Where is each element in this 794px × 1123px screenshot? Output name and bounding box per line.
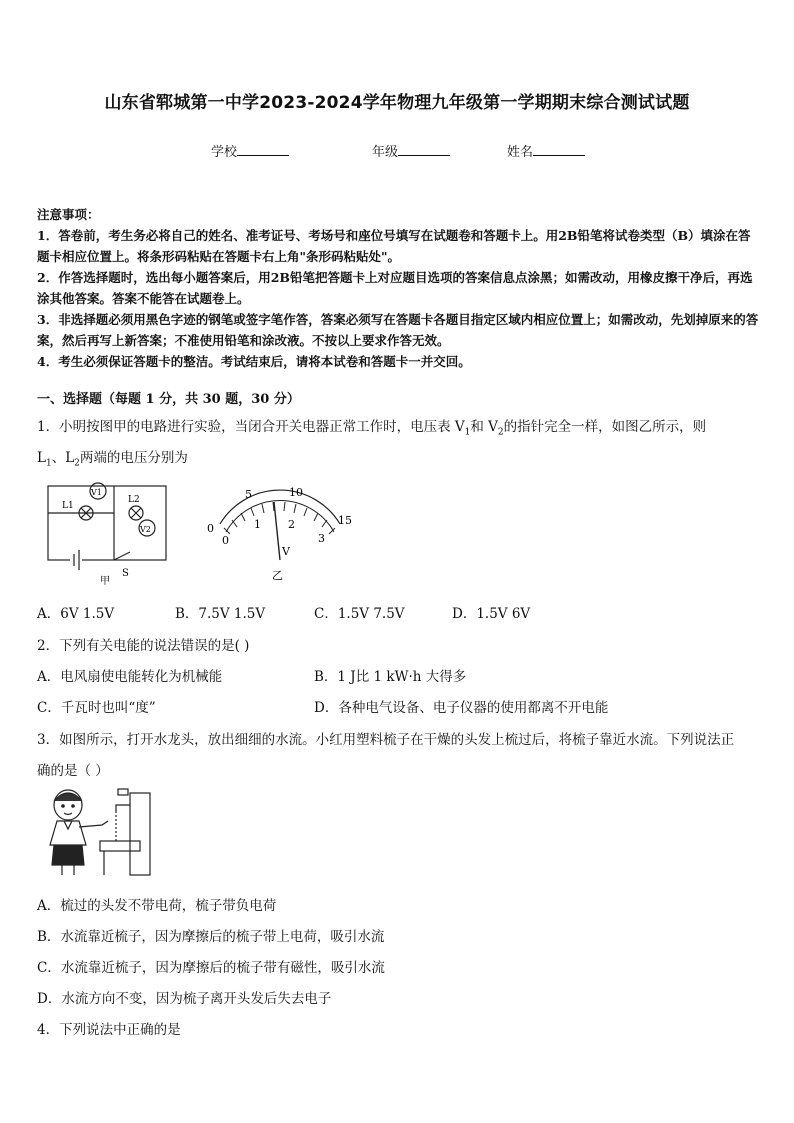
- q1-l2: 、L: [51, 450, 75, 466]
- dial-yi-label: 乙: [272, 569, 283, 582]
- school-field[interactable]: [211, 141, 289, 160]
- circuit-v2-label: V2: [140, 525, 151, 534]
- q3-stem-line1: 3．如图所示，打开水龙头，放出细细的水流。小红用塑料梳子在干燥的头发上梳过后，将梳子靠近水流。下列说法正: [37, 732, 735, 748]
- grade-label: 年级: [372, 145, 399, 160]
- q1-stem-part-c: 的指针完全一样，如图乙所示，则: [503, 419, 707, 435]
- q1-sub-2: 2: [497, 427, 504, 438]
- q1-option-b[interactable]: B．7.5V 1.5V: [175, 606, 266, 622]
- voltmeter-dial: [202, 480, 362, 584]
- page-title: 山东省郓城第一中学2023-2024学年物理九年级第一学期期末综合测试试题: [104, 93, 690, 113]
- q1-l1-sub: 1: [45, 458, 52, 469]
- dial-top-0: 0: [207, 522, 214, 535]
- notes-heading: 注意事项：: [37, 207, 100, 222]
- name-field[interactable]: [507, 141, 585, 160]
- q3-option-c[interactable]: C．水流靠近梳子，因为摩擦后的梳子带有磁性，吸引水流: [37, 960, 385, 976]
- school-label: 学校: [211, 145, 238, 160]
- girl-faucet-illustration: [42, 785, 162, 877]
- dial-bottom-1: 1: [254, 518, 261, 531]
- q1-l: L: [37, 450, 46, 466]
- dial-bottom-2: 2: [288, 518, 295, 531]
- dial-top-5: 5: [245, 488, 252, 501]
- school-blank[interactable]: [237, 143, 289, 156]
- circuit-l1-label: L1: [62, 501, 74, 511]
- dial-top-10: 10: [289, 486, 303, 499]
- q3-option-a[interactable]: A．梳过的头发不带电荷，梳子带负电荷: [37, 898, 277, 914]
- circuit-jia-label: 甲: [100, 576, 110, 586]
- circuit-s-label: S: [122, 568, 129, 579]
- q1-option-a[interactable]: A．6V 1.5V: [37, 606, 115, 622]
- q1-sub-1: 1: [464, 427, 471, 438]
- q2-option-d[interactable]: D．各种电气设备、电子仪器的使用都离不开电能: [314, 700, 609, 716]
- q1-option-d[interactable]: D．1.5V 6V: [452, 606, 531, 622]
- name-label: 姓名: [507, 145, 534, 160]
- q2-option-a[interactable]: A．电风扇使电能转化为机械能: [37, 669, 223, 685]
- grade-field[interactable]: [372, 141, 450, 160]
- note-item-2: 2．作答选择题时，选出每小题答案后，用2B铅笔把答题卡上对应题目选项的答案信息点涂黑；如需改动，用橡皮擦干净后，再选涂其他答案。答案不能答在试题卷上。: [37, 270, 753, 306]
- circuit-diagram: [44, 478, 174, 586]
- q3-option-b[interactable]: B．水流靠近梳子，因为摩擦后的梳子带上电荷，吸引水流: [37, 929, 385, 945]
- q2-option-b[interactable]: B．1 J比 1 kW·h 大得多: [314, 669, 467, 685]
- q4-stem: 4．下列说法中正确的是: [37, 1022, 181, 1038]
- circuit-l2-label: L2: [128, 495, 140, 505]
- name-blank[interactable]: [533, 143, 585, 156]
- q1-stem-line2: [37, 446, 188, 469]
- q1-line2-text: 两端的电压分别为: [79, 450, 188, 466]
- note-item-3: 3．非选择题必须用黑色字迹的钢笔或签字笔作答，答案必须写在答题卡各题目指定区域内相应位置上；如需改动，先划掉原来的答案，然后再写上新答案；不准使用铅笔和涂改液。不按以上要求作答无效。: [37, 312, 759, 348]
- circuit-v1-label: V1: [91, 488, 102, 497]
- section-heading: 一、选择题（每题 1 分，共 30 题，30 分）: [37, 392, 300, 407]
- q2-option-c[interactable]: C．千瓦时也叫“度”: [37, 700, 156, 716]
- note-item-4: 4．考生必须保证答题卡的整洁。考试结束后，请将本试卷和答题卡一并交回。: [37, 354, 471, 369]
- q1-stem: [37, 415, 706, 438]
- q1-l2-sub: 2: [74, 458, 80, 469]
- dial-top-15: 15: [338, 514, 352, 527]
- dial-unit: V: [282, 545, 290, 558]
- dial-bottom-0: 0: [222, 534, 229, 547]
- q2-stem: 2．下列有关电能的说法错误的是( ): [37, 638, 250, 654]
- q3-option-d[interactable]: D．水流方向不变，因为梳子离开头发后失去电子: [37, 991, 332, 1007]
- dial-bottom-3: 3: [318, 532, 325, 545]
- q1-stem-part-a: 1．小明按图甲的电路进行实验，当闭合开关电器正常工作时，电压表 V: [37, 419, 465, 435]
- q1-stem-part-b: 和 V: [470, 419, 498, 435]
- q1-option-c[interactable]: C．1.5V 7.5V: [314, 606, 405, 622]
- grade-blank[interactable]: [398, 143, 450, 156]
- note-item-1: 1．答卷前，考生务必将自己的姓名、准考证号、考场号和座位号填写在试题卷和答题卡上。用2B铅笔将试卷类型（B）填涂在答题卡相应位置上。将条形码粘贴在答题卡右上角"条形码粘贴处"。: [37, 228, 751, 264]
- notes-section: [37, 204, 759, 372]
- q3-stem-line2: 确的是（ ）: [37, 763, 109, 779]
